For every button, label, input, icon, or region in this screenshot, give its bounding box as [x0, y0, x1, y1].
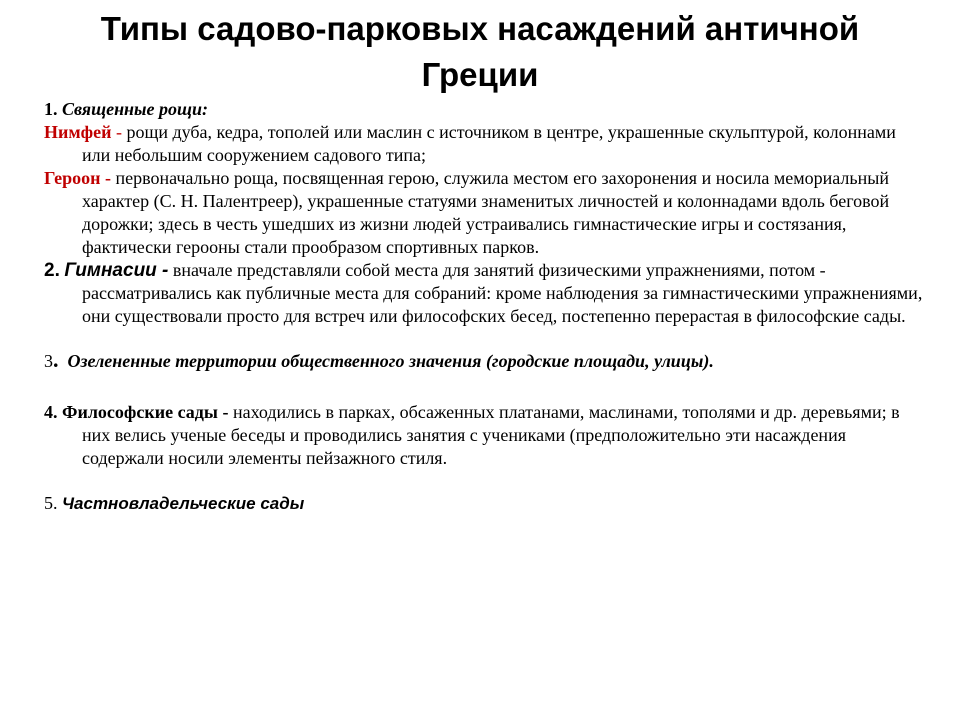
slide-title	[40, 6, 920, 98]
section4-text: находились в парках, обсаженных платанами, маслинами, тополями и др. деревьями; в них велись ученые беседы и проводились занятия с учениками (предположительно эти насаждения содержали носили элементы пейзажного стиля.	[82, 402, 900, 468]
nymphaeum-term: Нимфей	[44, 122, 112, 142]
section2-title: Гимнасии -	[64, 260, 169, 281]
section5-paragraph	[44, 492, 924, 515]
section3-dot: .	[53, 347, 59, 372]
section2-text: вначале представляли собой места для занятий физическими упражнениями, потом - рассматривались как публичные места для собраний: кроме наблюдения за гимнастическими упражнениями, они существовали просто для встреч или философских бесед, постепенно перерастая в философские сады.	[82, 260, 923, 326]
section3-paragraph	[44, 348, 924, 373]
slide-title-line1: Типы садово-парковых насаждений античной	[100, 10, 860, 47]
section1-heading	[44, 98, 924, 121]
section4-title: Философские сады -	[62, 402, 229, 422]
nymphaeum-paragraph	[44, 121, 924, 167]
section3-number: 3	[44, 351, 53, 371]
spacer	[44, 470, 924, 492]
nymphaeum-dash: -	[115, 122, 122, 142]
section1-title: Священные рощи:	[62, 99, 209, 119]
spacer	[44, 373, 924, 401]
section2-paragraph	[44, 259, 924, 328]
spacer	[44, 328, 924, 348]
section5-number: 5.	[44, 493, 58, 513]
heroon-term: Героон -	[44, 168, 111, 188]
section4-paragraph	[44, 401, 924, 470]
section3-title: Озелененные территории общественного значения (городские площади, улицы).	[67, 351, 714, 371]
slide-content	[44, 98, 924, 515]
heroon-paragraph	[44, 167, 924, 259]
section1-number: 1.	[44, 99, 58, 119]
section5-title: Частновладельческие сады	[62, 494, 305, 513]
section2-number: 2.	[44, 260, 60, 281]
nymphaeum-text: рощи дуба, кедра, тополей или маслин с источником в центре, украшенные скульптурой, колоннами или небольшим сооружением садового типа;	[82, 122, 896, 165]
heroon-text: первоначально роща, посвященная герою, служила местом его захоронения и носила мемориальный характер (С. Н. Палентреер), украшенные статуями знаменитых личностей и колоннадами вдоль беговой дорожки; здесь в честь ушедших из жизни людей устраивались гимнастические игры и состязания, фактически герооны стали прообразом спортивных парков.	[82, 168, 890, 257]
slide-title-line2: Греции	[421, 56, 539, 93]
section4-number: 4.	[44, 402, 58, 422]
